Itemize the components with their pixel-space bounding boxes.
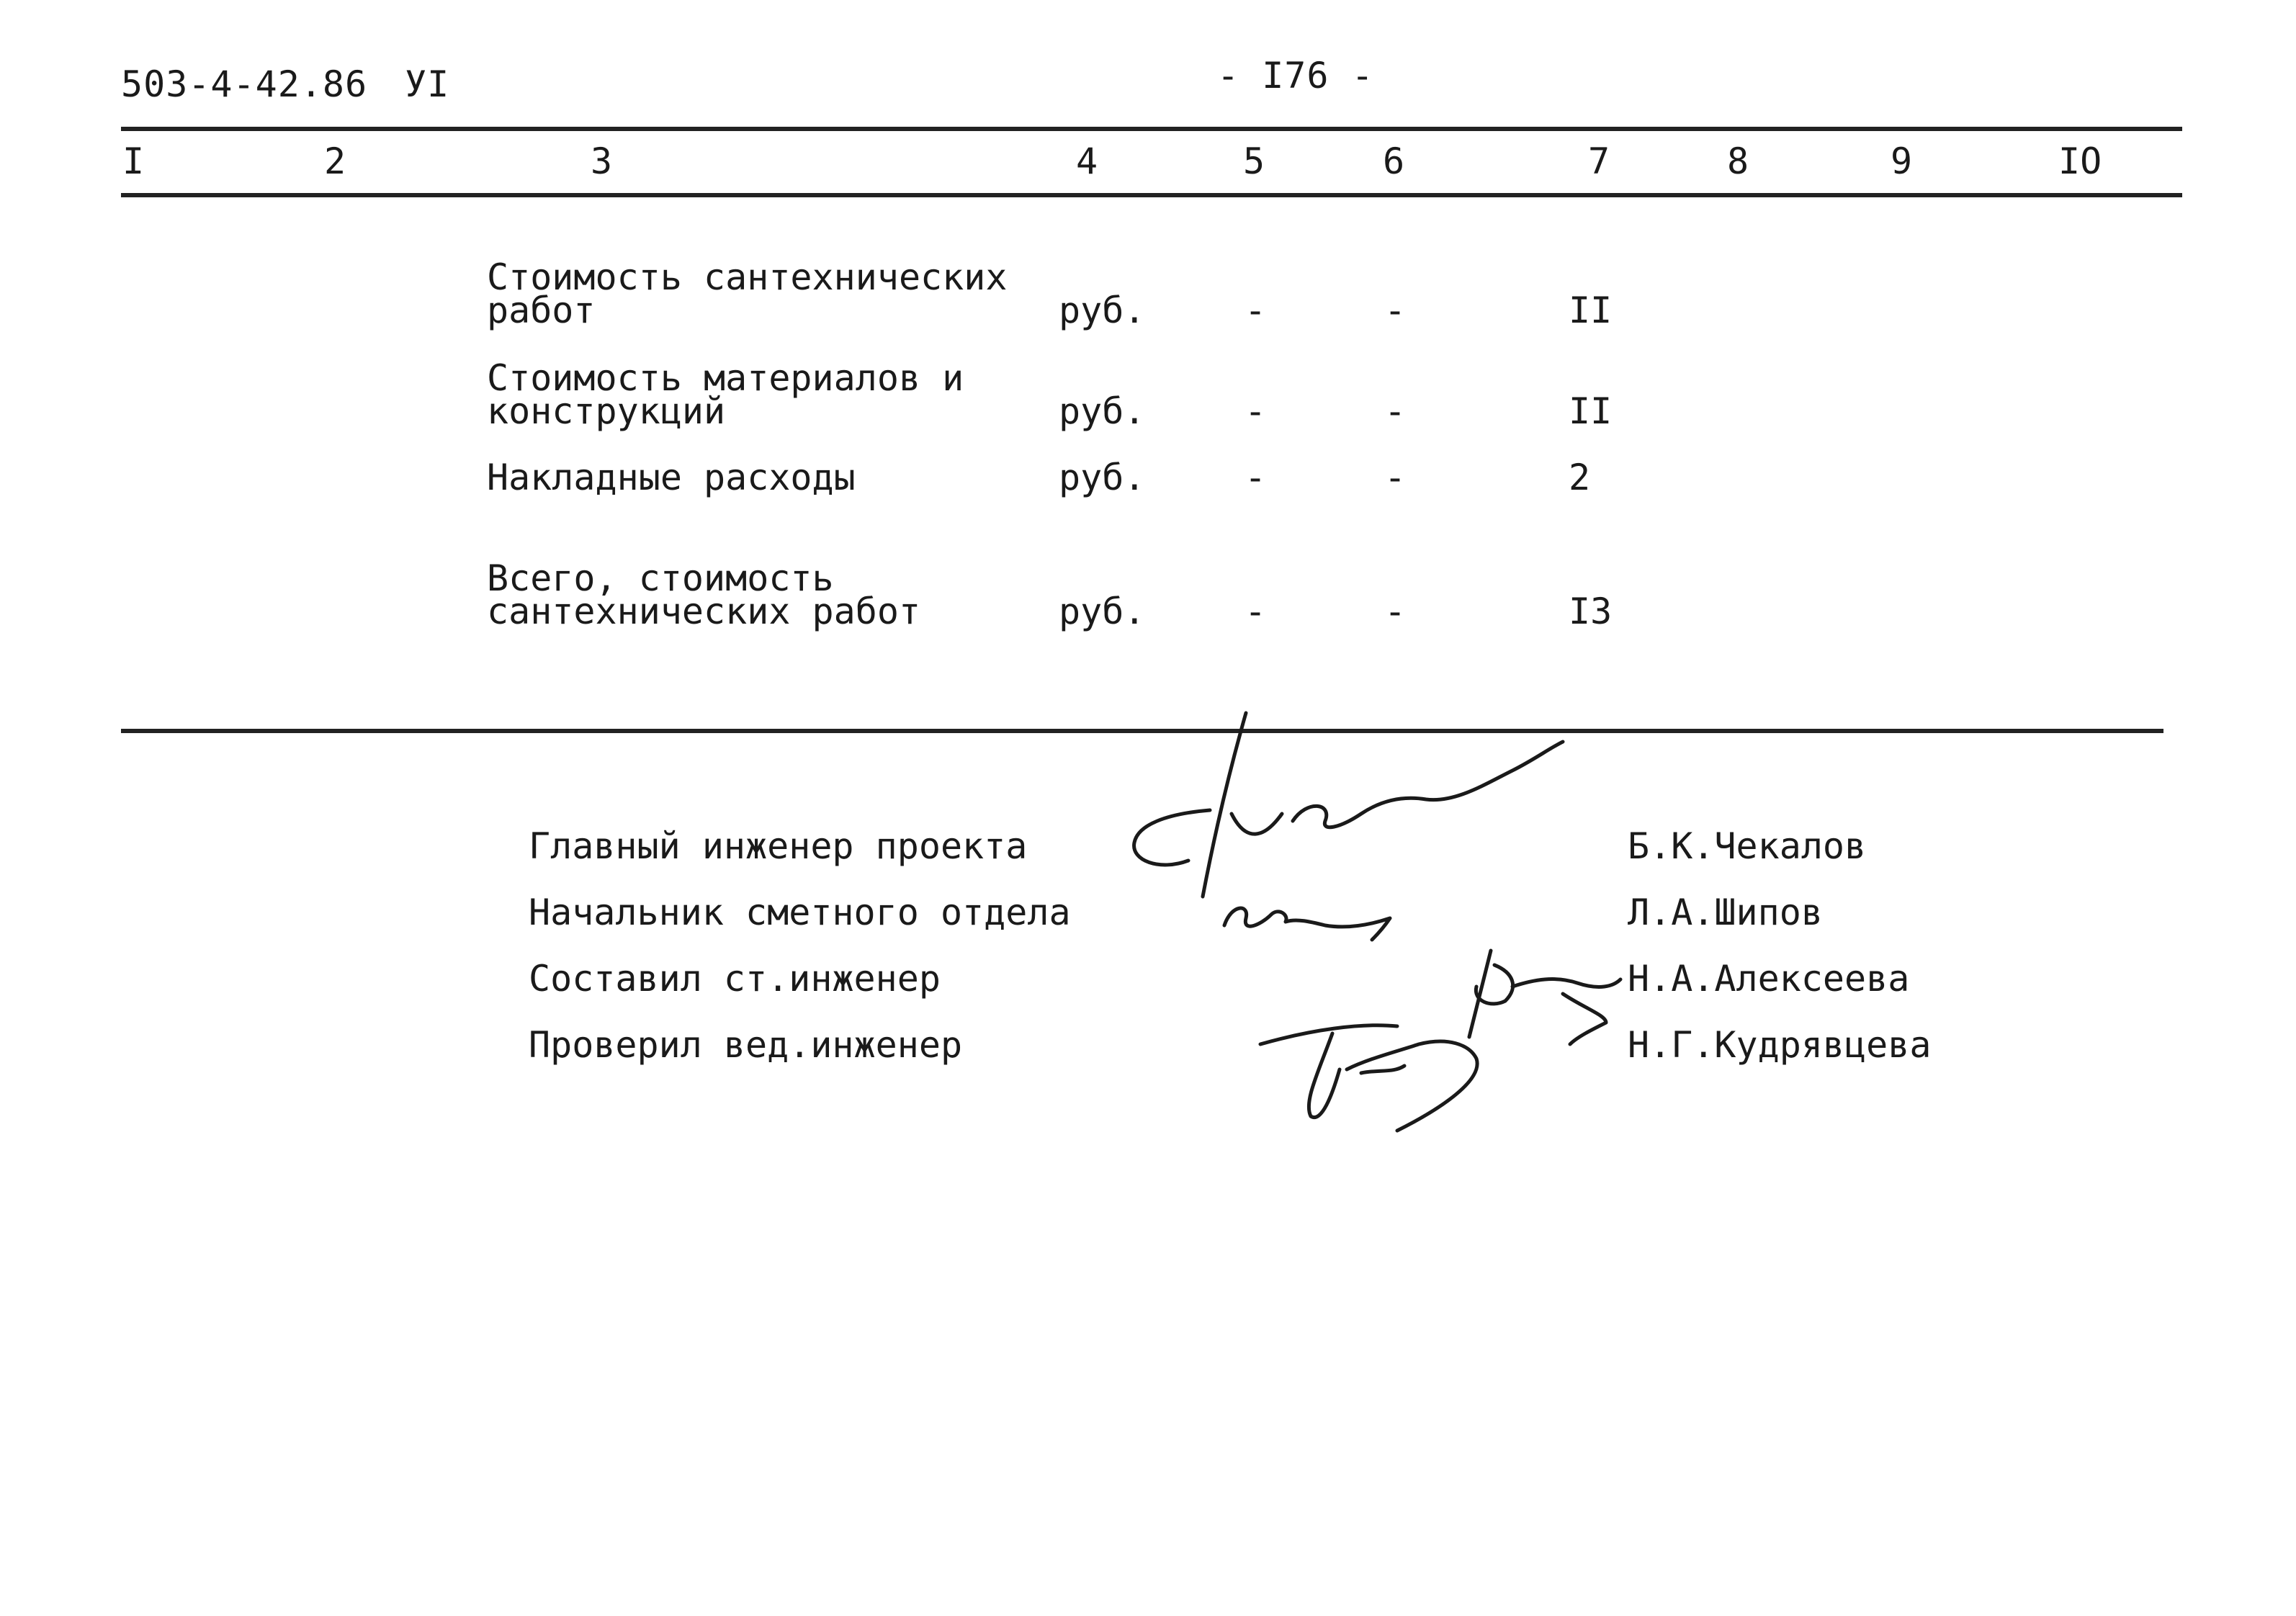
column-number: 9 xyxy=(1891,140,1913,182)
column-number: IO xyxy=(2058,140,2102,182)
row-col6: - xyxy=(1384,591,1407,632)
signature-role: Главный инженер проекта xyxy=(529,825,1028,867)
row-col6: - xyxy=(1384,457,1407,498)
volume-number: УI xyxy=(405,63,450,105)
signature-person: Н.Г.Кудрявцева xyxy=(1628,1024,1932,1066)
row-name: Всего, стоимость сантехнических работ xyxy=(487,557,921,632)
row-col5: - xyxy=(1245,289,1267,331)
handwritten-signature-chief-engineer xyxy=(1109,706,1584,907)
row-unit: руб. xyxy=(1059,457,1146,498)
table-top-rule xyxy=(121,127,2182,131)
column-number: 8 xyxy=(1727,140,1749,182)
row-name: Стоимость сантехнических работ xyxy=(487,256,1008,331)
page-number: - I76 - xyxy=(1217,55,1374,96)
column-number: 5 xyxy=(1243,140,1265,182)
row-col5: - xyxy=(1245,457,1267,498)
handwritten-signature-checker xyxy=(1253,1001,1527,1145)
row-unit: руб. xyxy=(1059,390,1146,432)
signature-role: Начальник сметного отдела xyxy=(529,892,1071,933)
table-header-bottom-rule xyxy=(121,193,2182,197)
row-col7: II xyxy=(1569,289,1613,331)
column-number: I xyxy=(122,140,145,182)
column-number: 6 xyxy=(1383,140,1405,182)
row-col5: - xyxy=(1245,591,1267,632)
column-number: 4 xyxy=(1076,140,1098,182)
signature-person: Б.К.Чекалов xyxy=(1628,825,1867,867)
column-number: 7 xyxy=(1588,140,1610,182)
row-col7: I3 xyxy=(1569,591,1613,632)
row-unit: руб. xyxy=(1059,591,1146,632)
row-name: Накладные расходы xyxy=(487,457,856,498)
row-col5: - xyxy=(1245,390,1267,432)
document-code: 503-4-42.86 xyxy=(121,63,368,105)
row-col6: - xyxy=(1384,289,1407,331)
column-number: 2 xyxy=(324,140,346,182)
row-col6: - xyxy=(1384,390,1407,432)
row-col7: II xyxy=(1569,390,1613,432)
column-number: 3 xyxy=(591,140,613,182)
signature-role: Составил ст.инженер xyxy=(529,958,941,1000)
handwritten-signature-estimate-head xyxy=(1210,886,1412,951)
row-name: Стоимость материалов и конструкций xyxy=(487,357,964,432)
signature-person: Л.А.Шипов xyxy=(1628,892,1823,933)
row-col7: 2 xyxy=(1569,457,1591,498)
signature-person: Н.А.Алексеева xyxy=(1628,958,1910,1000)
row-unit: руб. xyxy=(1059,289,1146,331)
signature-role: Проверил вед.инженер xyxy=(529,1024,963,1066)
